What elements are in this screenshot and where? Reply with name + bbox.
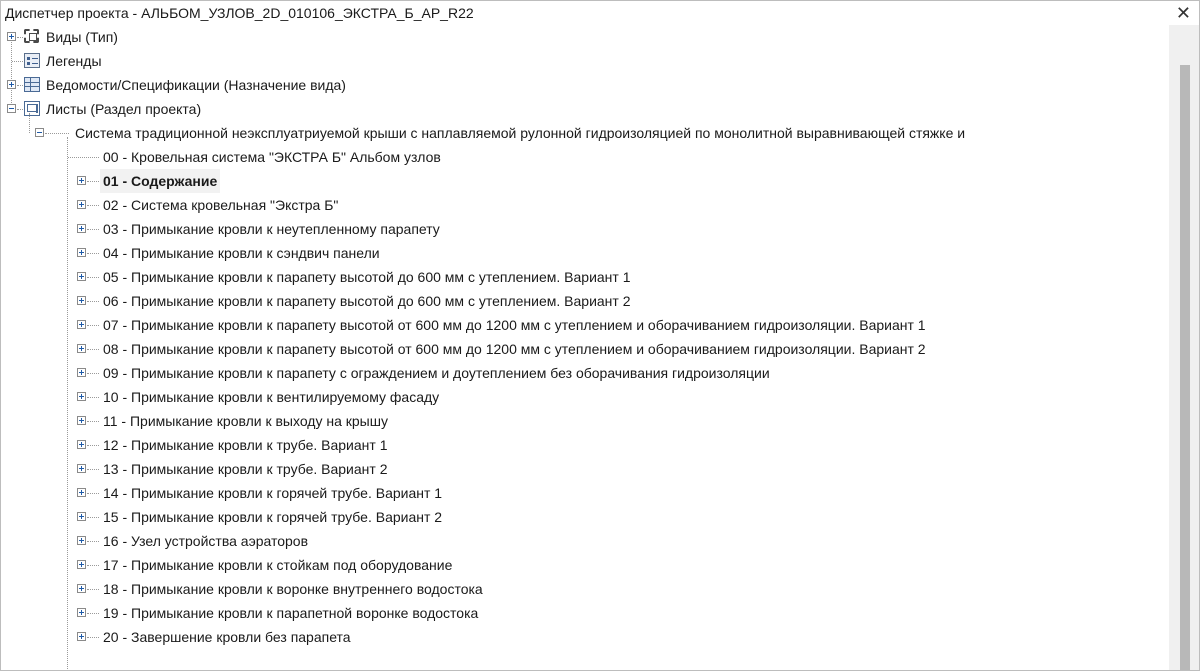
expand-icon[interactable] xyxy=(77,368,86,377)
collapse-icon[interactable] xyxy=(35,128,44,137)
scrollbar-thumb[interactable] xyxy=(1180,65,1190,670)
close-icon[interactable]: ✕ xyxy=(1175,3,1191,23)
tree-connector-h xyxy=(87,349,99,350)
expand-icon[interactable] xyxy=(77,176,86,185)
expand-icon[interactable] xyxy=(77,632,86,641)
expand-icon[interactable] xyxy=(77,440,86,449)
sheet-item-label: 16 - Узел устройства аэраторов xyxy=(103,533,309,549)
sheet-item-label: 10 - Примыкание кровли к вентилируемому фасаду xyxy=(103,389,440,405)
tree-connector-h xyxy=(87,541,99,542)
sheet-item[interactable] xyxy=(1,553,1169,577)
tree-connector-h xyxy=(87,181,99,182)
tree-connector-h xyxy=(87,589,99,590)
collapse-icon[interactable] xyxy=(7,104,16,113)
tree-connector-h xyxy=(87,469,99,470)
tree-connector-h xyxy=(87,229,99,230)
sheet-item-label: 19 - Примыкание кровли к парапетной воронке водостока xyxy=(103,605,479,621)
tree-connector-h xyxy=(87,397,99,398)
sheet-item[interactable] xyxy=(1,433,1169,457)
tree-connector-h xyxy=(87,253,99,254)
sheet-item-label: 02 - Система кровельная "Экстра Б" xyxy=(103,197,339,213)
tree-connector-h xyxy=(87,565,99,566)
sheet-item-label: 08 - Примыкание кровли к парапету высотой от 600 мм до 1200 мм с утеплением и оборачиванием гидроизоляции. Вариант 2 xyxy=(103,341,926,357)
tree-node-legends[interactable] xyxy=(1,49,1169,73)
sheet-item-label: 14 - Примыкание кровли к горячей трубе. Вариант 1 xyxy=(103,485,443,501)
tree-connector-h xyxy=(68,157,99,158)
tree-node-label: Листы (Раздел проекта) xyxy=(46,101,202,117)
tree-node-section[interactable] xyxy=(1,121,1169,145)
tree-connector-h xyxy=(17,109,23,110)
sheet-item-label: 09 - Примыкание кровли к парапету с ограждением и доутеплением без оборачивания гидроизоляции xyxy=(103,365,770,381)
expand-icon[interactable] xyxy=(7,80,16,89)
expand-icon[interactable] xyxy=(77,608,86,617)
expand-icon[interactable] xyxy=(77,512,86,521)
expand-icon[interactable] xyxy=(77,224,86,233)
tree-connector-h xyxy=(87,421,99,422)
sheets-icon xyxy=(24,101,40,116)
expand-icon[interactable] xyxy=(77,272,86,281)
expand-icon[interactable] xyxy=(77,488,86,497)
tree-connector-h xyxy=(87,373,99,374)
window-title: Диспетчер проекта - АЛЬБОМ_УЗЛОВ_2D_010106_ЭКСТРА_Б_АР_R22 xyxy=(5,5,474,21)
tree-node-views[interactable] xyxy=(1,25,1169,49)
tree-connector-h xyxy=(87,517,99,518)
sheet-item-label: 03 - Примыкание кровли к неутепленному парапету xyxy=(103,221,440,237)
tree-node-sheets[interactable] xyxy=(1,97,1169,121)
expand-icon[interactable] xyxy=(77,248,86,257)
views-icon xyxy=(24,29,39,43)
sheet-item[interactable] xyxy=(1,625,1169,649)
tree-node-label: Ведомости/Спецификации (Назначение вида) xyxy=(46,77,346,93)
sheet-item[interactable] xyxy=(1,457,1169,481)
sheet-item[interactable] xyxy=(1,481,1169,505)
project-tree xyxy=(1,25,1169,670)
tree-connector-h xyxy=(45,133,69,134)
sheet-item[interactable] xyxy=(1,193,1169,217)
expand-icon[interactable] xyxy=(7,32,16,41)
sheet-item-label: 07 - Примыкание кровли к парапету высотой от 600 мм до 1200 мм с утеплением и оборачиванием гидроизоляции. Вариант 1 xyxy=(103,317,926,333)
title-bar xyxy=(1,1,1199,25)
sheet-item[interactable] xyxy=(1,289,1169,313)
sheet-item[interactable] xyxy=(1,169,1169,193)
expand-icon[interactable] xyxy=(77,464,86,473)
sheet-item[interactable] xyxy=(1,217,1169,241)
expand-icon[interactable] xyxy=(77,416,86,425)
tree-connector-h xyxy=(17,85,23,86)
sheet-item-label: 00 - Кровельная система "ЭКСТРА Б" Альбом узлов xyxy=(103,149,441,165)
sheet-item-label: 15 - Примыкание кровли к горячей трубе. Вариант 2 xyxy=(103,509,443,525)
sheet-item[interactable] xyxy=(1,145,1169,169)
tree-connector-h xyxy=(87,613,99,614)
sheet-item[interactable] xyxy=(1,409,1169,433)
tree-connector-h xyxy=(87,493,99,494)
sheet-item-label: 05 - Примыкание кровли к парапету высотой до 600 мм с утеплением. Вариант 1 xyxy=(103,269,631,285)
sheet-item[interactable] xyxy=(1,241,1169,265)
schedule-icon xyxy=(24,77,40,92)
vertical-scrollbar[interactable] xyxy=(1169,25,1199,670)
tree-connector-h xyxy=(87,205,99,206)
expand-icon[interactable] xyxy=(77,200,86,209)
tree-connector-h xyxy=(87,637,99,638)
legend-icon xyxy=(24,53,40,68)
tree-node-label: Система традиционной неэксплуатриуемой крыши с наплавляемой рулонной гидроизоляцией по монолитной выравнивающей стяжке и xyxy=(75,125,966,141)
tree-node-label: Легенды xyxy=(46,53,102,69)
tree-connector-h xyxy=(87,445,99,446)
sheet-item[interactable] xyxy=(1,577,1169,601)
sheet-item-label: 17 - Примыкание кровли к стойкам под оборудование xyxy=(103,557,453,573)
sheet-item[interactable] xyxy=(1,385,1169,409)
sheet-item-label: 20 - Завершение кровли без парапета xyxy=(103,629,351,645)
sheet-item[interactable] xyxy=(1,529,1169,553)
expand-icon[interactable] xyxy=(77,536,86,545)
sheet-item[interactable] xyxy=(1,505,1169,529)
expand-icon[interactable] xyxy=(77,560,86,569)
sheet-item[interactable] xyxy=(1,313,1169,337)
sheet-item-label: 18 - Примыкание кровли к воронке внутреннего водостока xyxy=(103,581,483,597)
tree-node-schedules[interactable] xyxy=(1,73,1169,97)
sheet-item[interactable] xyxy=(1,601,1169,625)
sheet-item-label: 04 - Примыкание кровли к сэндвич панели xyxy=(103,245,380,261)
tree-connector-h xyxy=(87,325,99,326)
sheet-item-label: 01 - Содержание xyxy=(100,169,220,193)
expand-icon[interactable] xyxy=(77,344,86,353)
sheet-item-label: 11 - Примыкание кровли к выходу на крышу xyxy=(103,413,388,429)
sheet-item-label: 12 - Примыкание кровли к трубе. Вариант 1 xyxy=(103,437,388,453)
sheet-item[interactable] xyxy=(1,265,1169,289)
sheet-item[interactable] xyxy=(1,361,1169,385)
sheet-item-label: 06 - Примыкание кровли к парапету высотой до 600 мм с утеплением. Вариант 2 xyxy=(103,293,631,309)
expand-icon[interactable] xyxy=(77,584,86,593)
expand-icon[interactable] xyxy=(77,296,86,305)
tree-connector-h xyxy=(12,61,23,62)
expand-icon[interactable] xyxy=(77,392,86,401)
tree-node-label: Виды (Тип) xyxy=(46,29,118,45)
sheet-item-label: 13 - Примыкание кровли к трубе. Вариант 2 xyxy=(103,461,388,477)
tree-connector-h xyxy=(17,37,23,38)
tree-connector-h xyxy=(87,277,99,278)
expand-icon[interactable] xyxy=(77,320,86,329)
tree-connector-h xyxy=(87,301,99,302)
sheet-item[interactable] xyxy=(1,337,1169,361)
